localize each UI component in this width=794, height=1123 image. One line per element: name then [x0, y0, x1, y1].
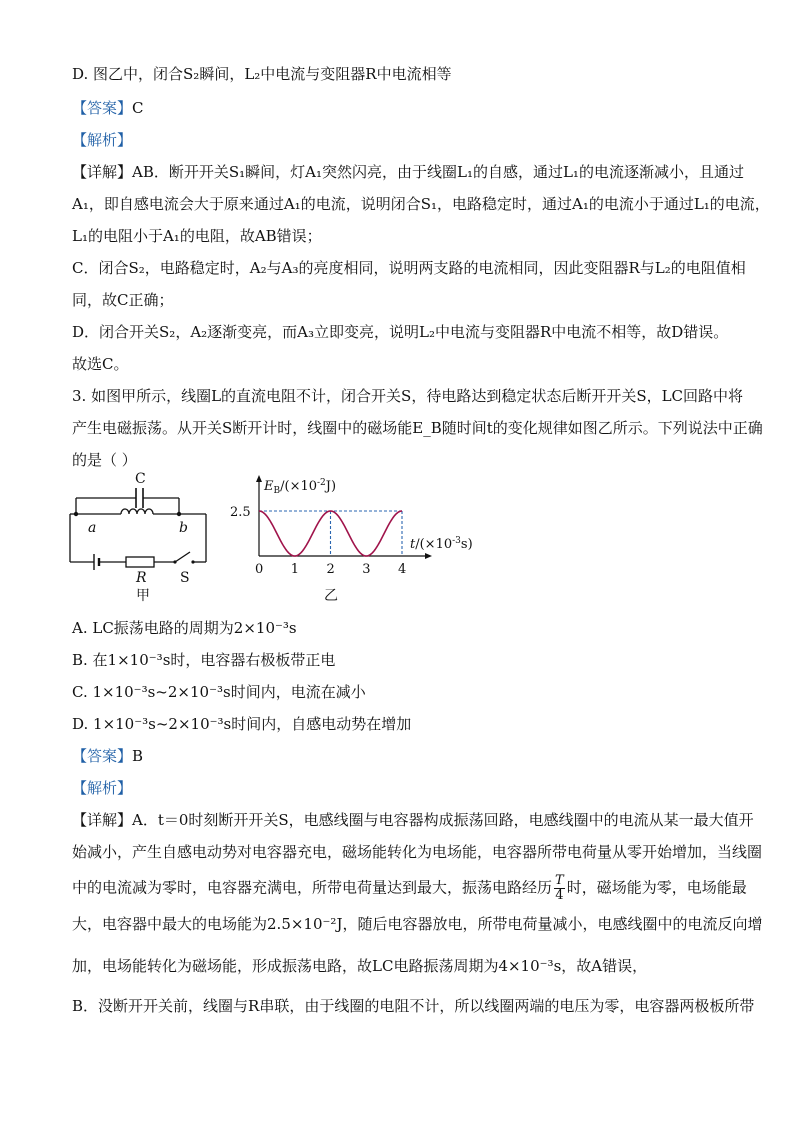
capacitor-label: C: [135, 472, 146, 487]
question-3-line-2: 产生电磁振荡。从开关S断开计时，线圈中的磁场能E_B随时间t的变化规律如图乙所示。下列说法中正确: [72, 419, 763, 437]
detail-line-4: C．闭合S₂，电路稳定时，A₂与A₃的亮度相同，说明两支路的电流相同，因此变阻器R与L₂的电阻值相: [72, 259, 746, 277]
detail-line-3: L₁的电阻小于A₁的电阻，故AB错误；: [72, 227, 322, 245]
graph-caption: 乙: [324, 588, 338, 604]
detail-line-1: 【详解】AB．断开开关S₁瞬间，灯A₁突然闪亮，由于线圈L₁的自感，通过L₁的电流逐渐减小，且通过: [72, 163, 744, 181]
node-b-label: b: [179, 520, 188, 536]
x-axis-arrow: [425, 553, 432, 559]
x-tick-label: 2: [326, 562, 335, 577]
option-d: D. 1×10⁻³s~2×10⁻³s时间内，自感电动势在增加: [72, 715, 412, 733]
x-tick-label: 4: [398, 562, 407, 577]
analysis-label: 【解析】: [72, 131, 133, 149]
detail-line-2: A₁，即自感电流会大于原来通过A₁的电流，说明闭合S₁，电路稳定时，通过A₁的电流小于通过L₁的电流，: [72, 195, 770, 213]
detail-line-5: 同，故C正确；: [72, 291, 174, 309]
detail-line-6: D．闭合开关S₂，A₂逐渐变亮，而A₃立即变亮，说明L₂中电流与变阻器R中电流不相等，故D错误。: [72, 323, 729, 341]
resistor-label: R: [136, 570, 147, 586]
inductor-coil: [121, 509, 153, 514]
solution-line-6: B．没断开开关前，线圈与R串联，由于线圈的电阻不计，所以线圈两端的电压为零，电容器两极板所带: [72, 997, 755, 1015]
y-axis-label: $E_B/(\times 10^{-2}J)$: [264, 478, 337, 496]
fraction-denominator: 4: [555, 888, 564, 903]
x-axis-label: $t/(\times 10^{-3}s)$: [410, 536, 473, 552]
detail-line-7: 故选C。: [72, 355, 129, 373]
question-3-line-3: 的是（ ）: [72, 451, 137, 469]
answer-line-previous: [72, 98, 144, 118]
option-b: B. 在1×10⁻³s时，电容器右极板带正电: [72, 651, 336, 669]
node-a-label: a: [88, 520, 97, 536]
solution-line-5: 加，电场能转化为磁场能，形成振荡电路，故LC电路振荡周期为4×10⁻³s，故A错误，: [72, 957, 648, 975]
solution-line-3-start: 中的电流减为零时，电容器充满电，所带电荷量达到最大，振荡电路经历: [72, 878, 553, 897]
y-tick-label: 2.5: [230, 505, 251, 520]
solution-line-3: [72, 874, 747, 903]
solution-line-1: 【详解】A．t＝0时刻断开开关S，电感线圈与电容器构成振荡回路，电感线圈中的电流从某一最大值开: [72, 811, 754, 829]
magnetic-energy-graph: [226, 472, 480, 604]
question-3-line-1: 3. 如图甲所示，线圈L的直流电阻不计，闭合开关S，待电路达到稳定状态后断开开关S，LC回路中将: [72, 387, 744, 405]
option-c: C. 1×10⁻³s~2×10⁻³s时间内，电流在减小: [72, 683, 366, 701]
solution-line-3-end: 时，磁场能为零，电场能最: [566, 878, 747, 897]
option-a: A. LC振荡电路的周期为2×10⁻³s: [72, 619, 297, 637]
x-tick-label: 0: [255, 562, 264, 577]
quarter-period-fraction: [554, 874, 565, 903]
option-d-previous: D. 图乙中，闭合S₂瞬间，L₂中电流与变阻器R中电流相等: [72, 65, 452, 83]
switch-blade: [175, 552, 190, 562]
analysis-label-2: 【解析】: [72, 779, 133, 797]
circuit-caption: 甲: [136, 588, 150, 604]
solution-line-2: 始减小，产生自感电动势对电容器充电，磁场能转化为电场能，电容器所带电荷量从零开始增加，当线圈: [72, 843, 763, 861]
resistor-body: [126, 557, 154, 567]
answer-value-2: B: [132, 747, 144, 765]
answer-value: C: [132, 99, 144, 117]
x-tick-label: 3: [362, 562, 371, 577]
fraction-numerator: T: [555, 873, 564, 888]
answer-line: [72, 746, 143, 766]
answer-label: 【答案】: [72, 99, 133, 117]
switch-label: S: [180, 570, 190, 586]
solution-line-4: 大，电容器中最大的电场能为2.5×10⁻²J，随后电容器放电，所带电荷量减小，电感线圈中的电流反向增: [72, 915, 763, 933]
x-tick-label: 1: [290, 562, 300, 577]
circuit-diagram: [66, 472, 216, 604]
y-axis-arrow: [256, 475, 262, 482]
answer-label-2: 【答案】: [72, 747, 133, 765]
